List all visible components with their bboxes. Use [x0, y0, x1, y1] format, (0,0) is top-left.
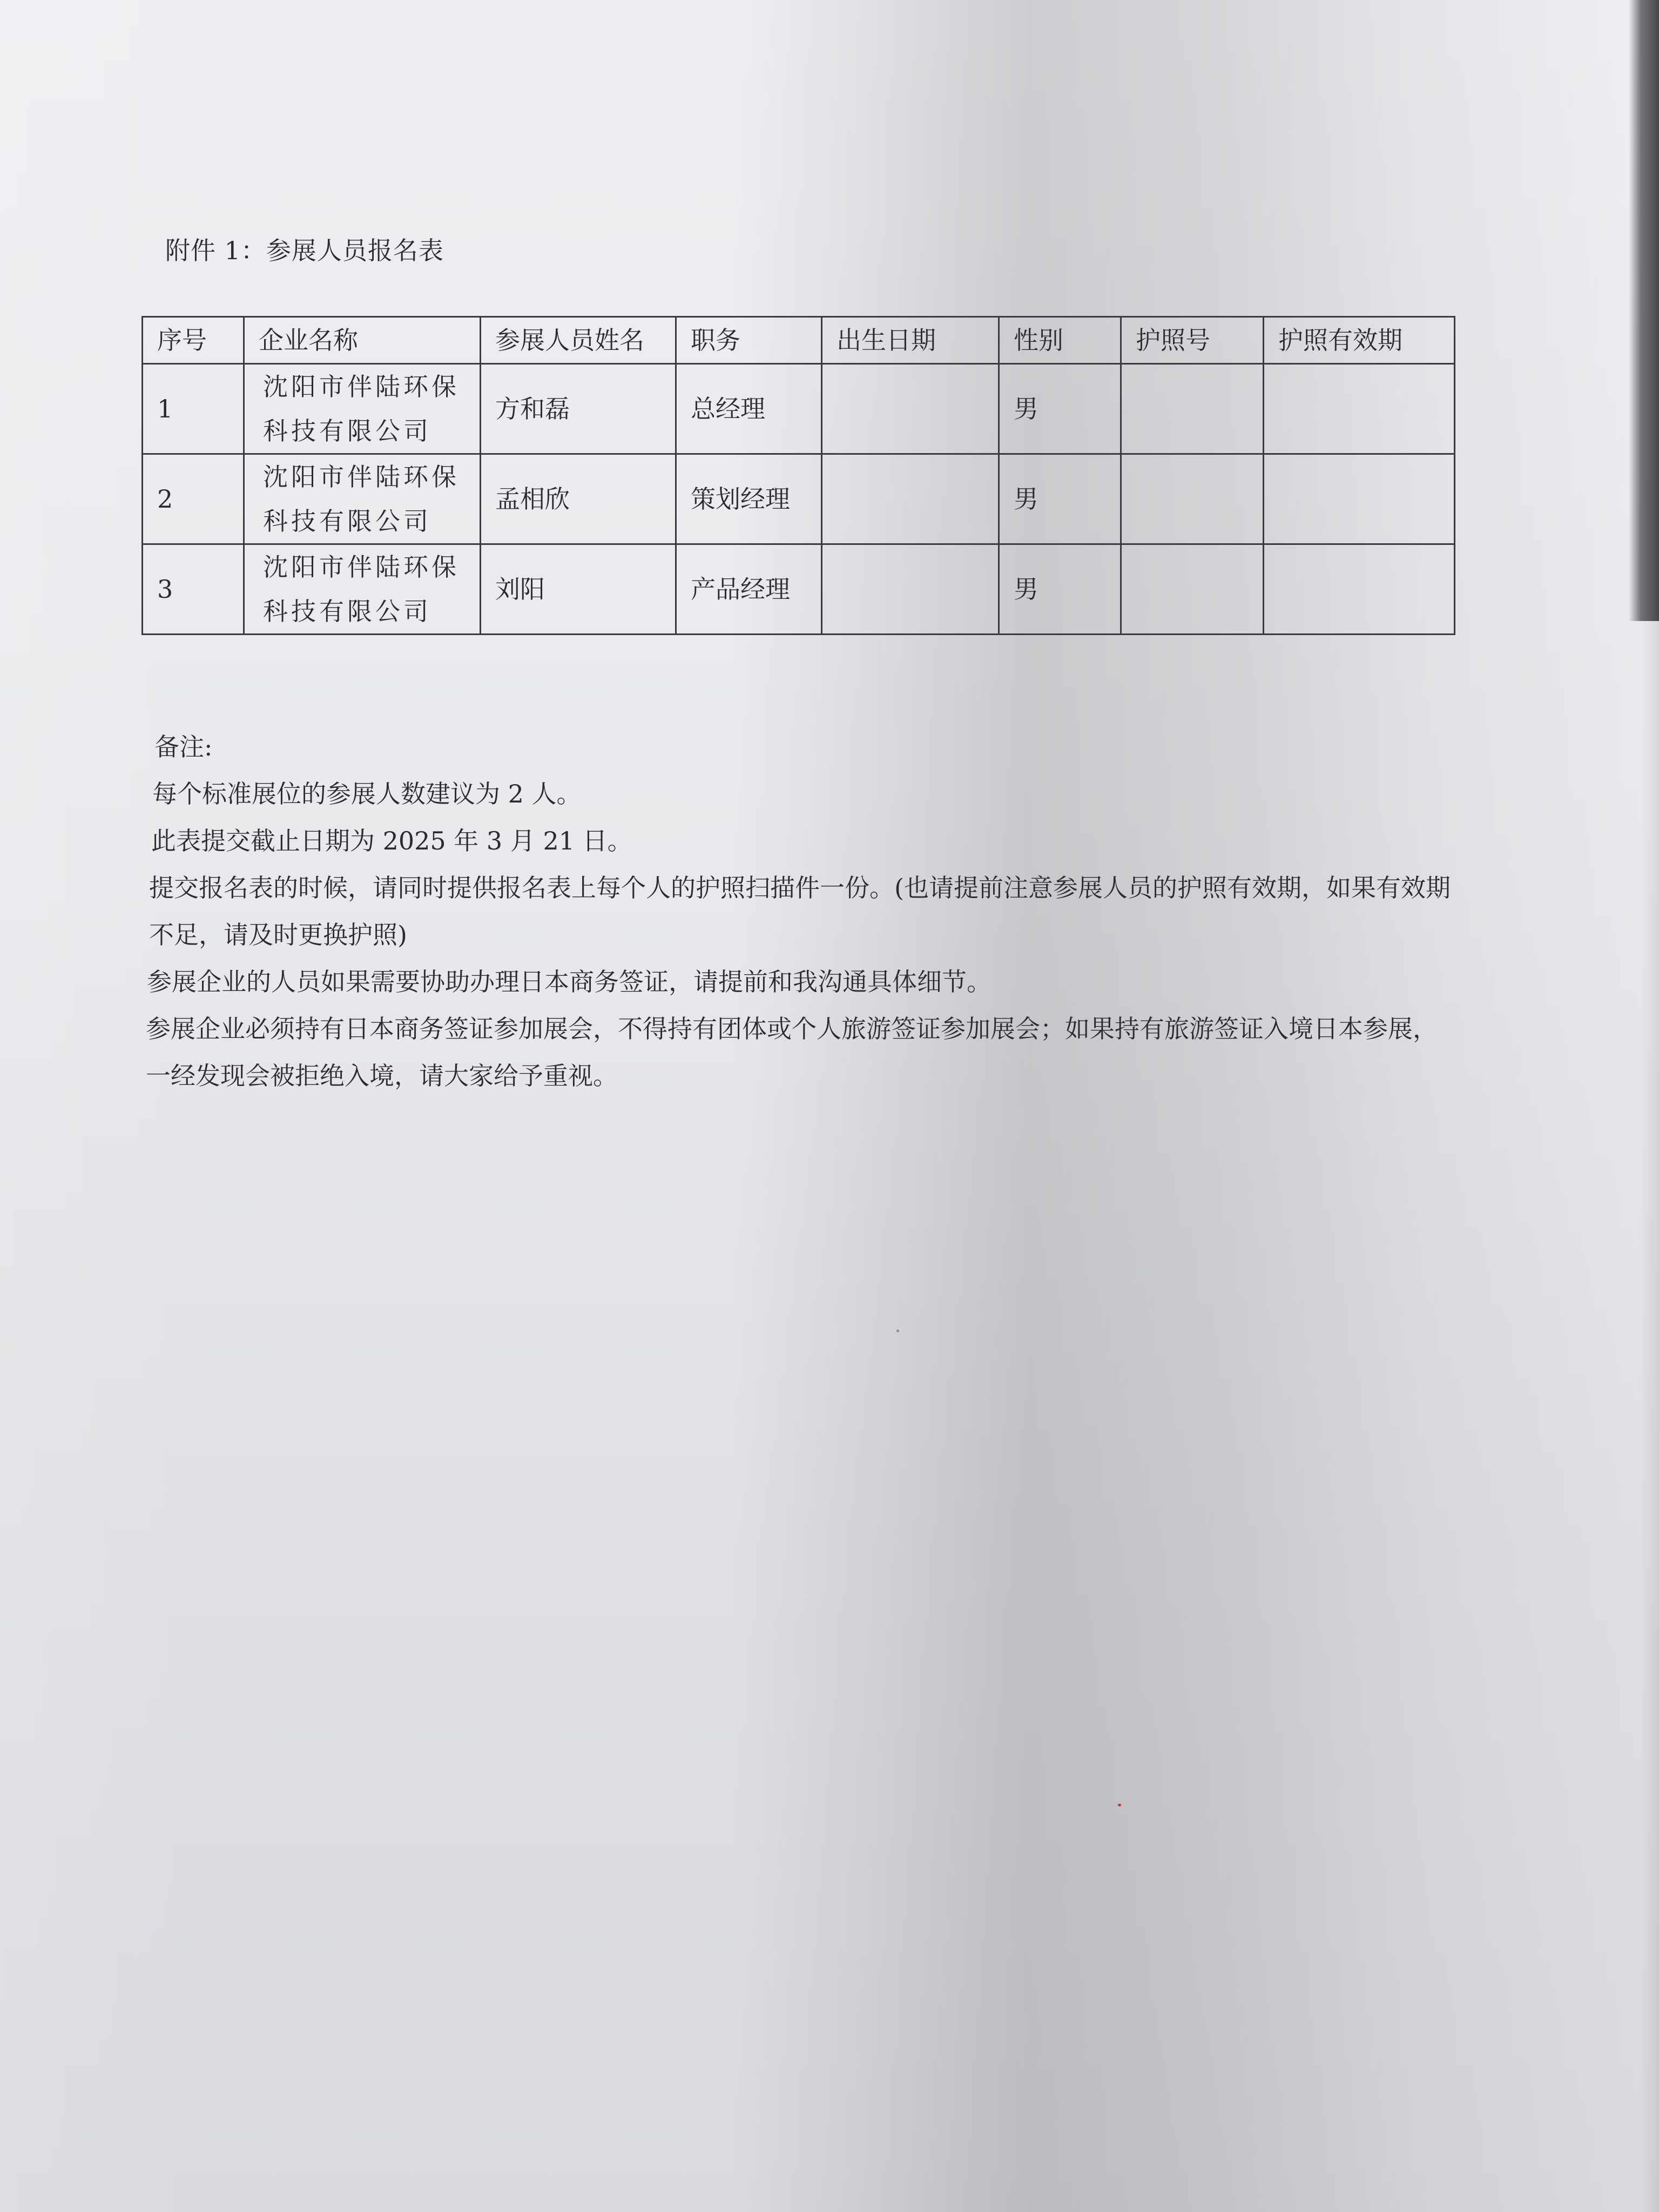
- header-gender: 性别: [999, 317, 1121, 364]
- cell-name: 孟相欣: [481, 454, 676, 544]
- table-row: [143, 544, 1455, 635]
- company-line-2: 科技有限公司: [263, 507, 431, 536]
- cell-birth-date: [822, 544, 999, 635]
- company-line-1: 沈阳市伴陆环保: [263, 372, 460, 401]
- cell-no: 2: [143, 454, 244, 544]
- header-passport-no: 护照号: [1121, 317, 1264, 364]
- header-birth-date: 出生日期: [822, 317, 999, 364]
- page-edge-shadow-lower: [1641, 621, 1659, 2212]
- cell-gender: 男: [999, 544, 1121, 635]
- cell-passport-expiry: [1264, 544, 1455, 635]
- paper-speck: [896, 1330, 899, 1332]
- company-line-1: 沈阳市伴陆环保: [263, 552, 460, 582]
- cell-no: 1: [143, 364, 244, 454]
- document-title: 附件 1：参展人员报名表: [165, 236, 444, 265]
- note-item: 参展企业的人员如果需要协助办理日本商务签证，请提前和我沟通具体细节。: [147, 967, 992, 996]
- ink-speck: [1118, 1804, 1121, 1806]
- cell-company: [244, 544, 481, 635]
- company-line-2: 科技有限公司: [263, 597, 431, 626]
- table-row: [143, 454, 1455, 544]
- notes-section: [145, 724, 1452, 1100]
- notes-heading: 备注:: [154, 732, 213, 761]
- header-passport-expiry: 护照有效期: [1264, 317, 1455, 364]
- cell-passport-no: [1121, 364, 1264, 454]
- cell-birth-date: [822, 454, 999, 544]
- cell-birth-date: [822, 364, 999, 454]
- registration-table: [141, 316, 1455, 635]
- cell-position: 总经理: [676, 364, 822, 454]
- company-line-1: 沈阳市伴陆环保: [263, 462, 460, 491]
- note-item: 参展企业必须持有日本商务签证参加展会，不得持有团体或个人旅游签证参加展会；如果持有旅游签证入境日本参展，一经发现会被拒绝入境，请大家给予重视。: [146, 1014, 1438, 1090]
- cell-passport-expiry: [1264, 364, 1455, 454]
- cell-no: 3: [143, 544, 244, 635]
- header-no: 序号: [143, 317, 244, 364]
- table-row: [143, 364, 1455, 454]
- table-header-row: [143, 317, 1455, 364]
- note-item: 每个标准展位的参展人数建议为 2 人。: [152, 779, 582, 808]
- page-edge-shadow: [1629, 0, 1659, 621]
- cell-name: 刘阳: [481, 544, 676, 635]
- cell-position: 策划经理: [676, 454, 822, 544]
- cell-company: [244, 454, 481, 544]
- header-company: 企业名称: [244, 317, 481, 364]
- cell-passport-expiry: [1264, 454, 1455, 544]
- cell-passport-no: [1121, 544, 1264, 635]
- cell-position: 产品经理: [676, 544, 822, 635]
- cell-company: [244, 364, 481, 454]
- note-item: 提交报名表的时候，请同时提供报名表上每个人的护照扫描件一份。(也请提前注意参展人员的护照有效期，如果有效期不足，请及时更换护照): [149, 873, 1451, 949]
- cell-gender: 男: [999, 454, 1121, 544]
- header-name: 参展人员姓名: [481, 317, 676, 364]
- note-item: 此表提交截止日期为 2025 年 3 月 21 日。: [151, 826, 632, 855]
- cell-gender: 男: [999, 364, 1121, 454]
- header-position: 职务: [676, 317, 822, 364]
- cell-passport-no: [1121, 454, 1264, 544]
- company-line-2: 科技有限公司: [263, 416, 431, 446]
- cell-name: 方和磊: [481, 364, 676, 454]
